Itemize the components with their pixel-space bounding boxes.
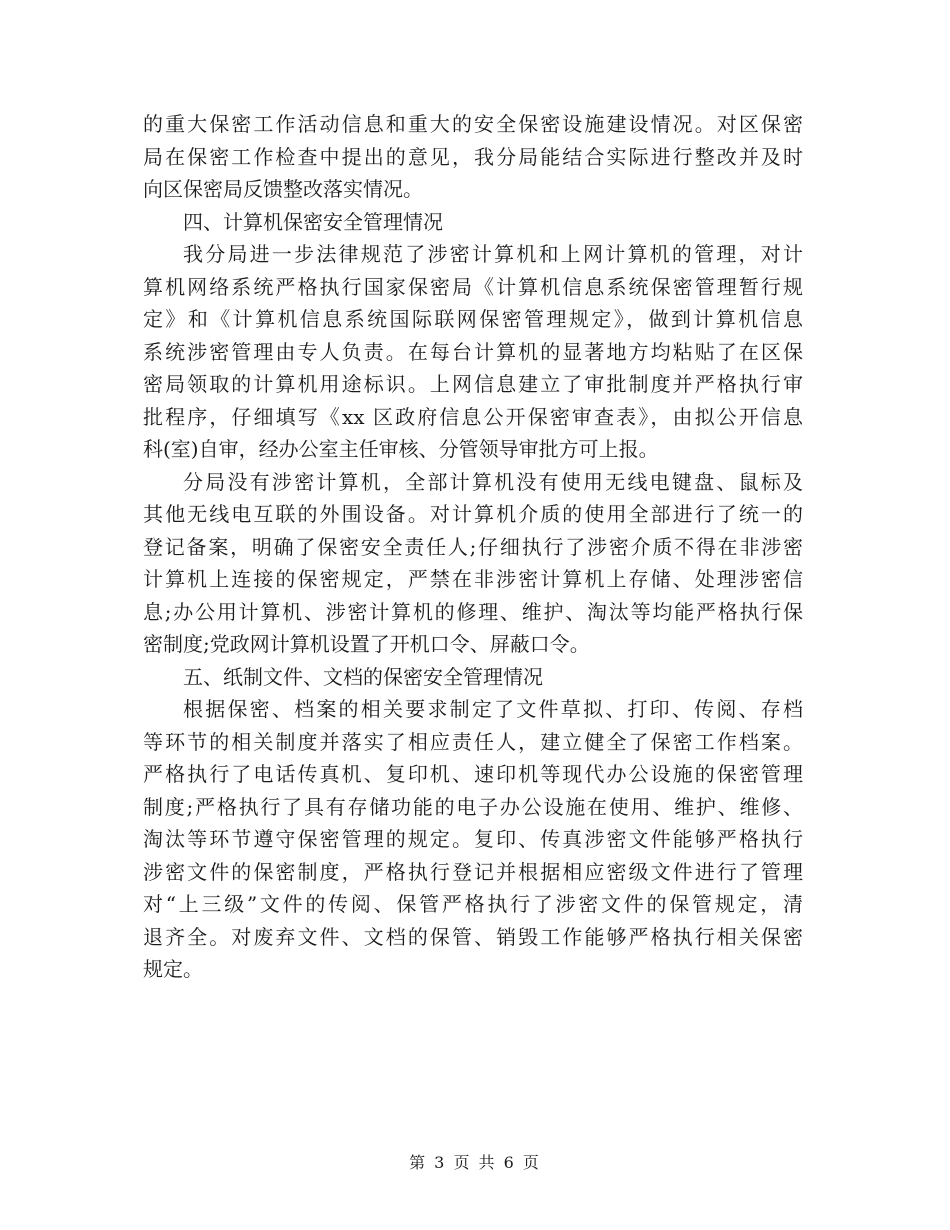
text-line: 密制度;党政网计算机设置了开机口令、屏蔽口令。 [143, 632, 590, 656]
text-line: 退齐全。对废弃文件、文档的保管、销毁工作能够严格执行相关保密 [143, 924, 803, 949]
text-line: 其他无线电互联的外围设备。对计算机介质的使用全部进行了统一的 [143, 502, 803, 526]
text-line: 局在保密工作检查中提出的意见，我分局能结合实际进行整改并及时 [143, 144, 803, 169]
text-line: 分局没有涉密计算机，全部计算机没有使用无线电键盘、鼠标及 [183, 469, 803, 494]
text-line: 淘汰等环节遵守保密管理的规定。复印、传真涉密文件能够严格执行 [143, 827, 803, 851]
section-heading: 四、计算机保密安全管理情况 [183, 209, 443, 234]
text-line: 科(室)自审，经办公室主任审核、分管领导审批方可上报。 [143, 437, 659, 461]
text-line: 涉密文件的保密制度，严格执行登记并根据相应密级文件进行了管理 [143, 859, 803, 884]
page-number-footer: 第 3 页 共 6 页 [409, 1153, 541, 1172]
text-line: 规定。 [143, 957, 203, 981]
text-line: 根据保密、档案的相关要求制定了文件草拟、打印、传阅、存档 [183, 697, 803, 721]
text-line: 等环节的相关制度并落实了相应责任人，建立健全了保密工作档案。 [143, 729, 803, 754]
section-heading: 五、纸制文件、文档的保密安全管理情况 [183, 664, 543, 689]
text-line: 批程序，仔细填写《xx 区政府信息公开保密审查表》，由拟公开信息 [143, 404, 803, 429]
text-line: 的重大保密工作活动信息和重大的安全保密设施建设情况。对区保密 [143, 112, 803, 136]
text-line: 向区保密局反馈整改落实情况。 [143, 177, 423, 201]
text-line: 我分局进一步法律规范了涉密计算机和上网计算机的管理，对计 [183, 242, 803, 266]
text-line: 算机网络系统严格执行国家保密局《计算机信息系统保密管理暂行规 [143, 274, 803, 299]
text-line: 登记备案，明确了保密安全责任人;仔细执行了涉密介质不得在非涉密 [143, 534, 803, 559]
text-line: 计算机上连接的保密规定，严禁在非涉密计算机上存储、处理涉密信 [143, 567, 803, 591]
text-line: 密局领取的计算机用途标识。上网信息建立了审批制度并严格执行审 [143, 372, 803, 396]
text-line: 制度;严格执行了具有存储功能的电子办公设施在使用、维护、维修、 [143, 794, 803, 819]
text-line: 对“上三级”文件的传阅、保管严格执行了涉密文件的保管规定，清 [143, 892, 803, 916]
text-line: 系统涉密管理由专人负责。在每台计算机的显著地方均粘贴了在区保 [143, 339, 803, 364]
text-line: 严格执行了电话传真机、复印机、速印机等现代办公设施的保密管理 [143, 762, 803, 786]
text-line: 息;办公用计算机、涉密计算机的修理、维护、淘汰等均能严格执行保 [143, 599, 803, 624]
document-body [143, 108, 803, 986]
text-line: 定》和《计算机信息系统国际联网保密管理规定》，做到计算机信息 [143, 307, 803, 331]
